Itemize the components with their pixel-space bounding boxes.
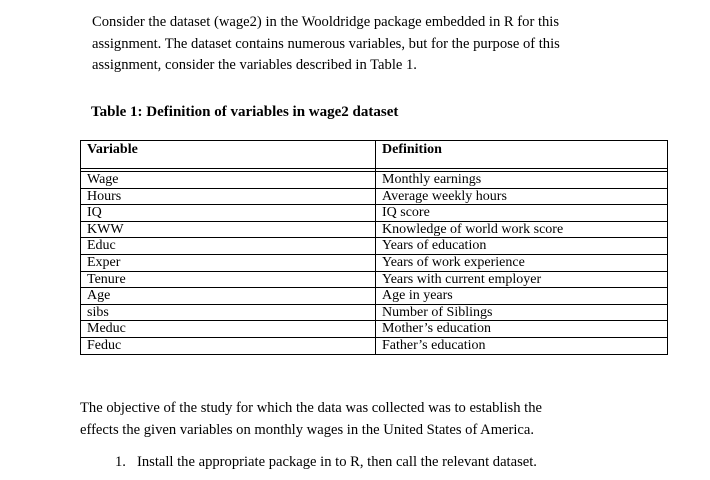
intro-line: Consider the dataset (wage2) in the Wooldridge package embedded in R for this [92,14,560,30]
definition-cell: Years of education [376,238,668,255]
definition-cell: Father’s education [376,337,668,354]
table-caption: Table 1: Definition of variables in wage2 dataset [91,104,399,120]
variable-cell: sibs [81,304,376,321]
table-header-row [81,141,668,169]
table-row [81,221,668,238]
numbered-step [115,452,537,472]
definition-cell: Average weekly hours [376,188,668,205]
variable-cell: Educ [81,238,376,255]
intro-line: assignment, consider the variables described in Table 1. [92,57,417,73]
definition-cell: Years with current employer [376,271,668,288]
variable-cell: IQ [81,205,376,222]
table-row [81,172,668,189]
table-row [81,205,668,222]
variable-cell: Wage [81,172,376,189]
variable-cell: KWW [81,221,376,238]
table-row [81,304,668,321]
variable-cell: Feduc [81,337,376,354]
definition-cell: Years of work experience [376,254,668,271]
intro-line: assignment. The dataset contains numerous variables, but for the purpose of this [92,35,560,52]
definition-cell: Number of Siblings [376,304,668,321]
variable-cell: Tenure [81,271,376,288]
table-row [81,254,668,271]
variable-cell: Hours [81,188,376,205]
table-row [81,288,668,305]
header-variable: Variable [81,141,376,169]
objective-line: The objective of the study for which the data was collected was to establish the [80,400,542,416]
table-row [81,238,668,255]
step-number: 1. [115,454,126,470]
variable-cell: Meduc [81,321,376,338]
table-row [81,321,668,338]
step-text: Install the appropriate package in to R, then call the relevant dataset. [137,454,537,470]
header-definition: Definition [376,141,668,169]
variables-table [80,140,668,355]
intro-paragraph [92,12,652,77]
definition-cell: Knowledge of world work score [376,221,668,238]
variable-cell: Age [81,288,376,305]
table-row [81,271,668,288]
variable-cell: Exper [81,254,376,271]
objective-paragraph [80,398,640,441]
table-row [81,188,668,205]
table-row [81,337,668,354]
definition-cell: Mother’s education [376,321,668,338]
definition-cell: Age in years [376,288,668,305]
definition-cell: Monthly earnings [376,172,668,189]
objective-line: effects the given variables on monthly wages in the United States of America. [80,421,535,438]
definition-cell: IQ score [376,205,668,222]
